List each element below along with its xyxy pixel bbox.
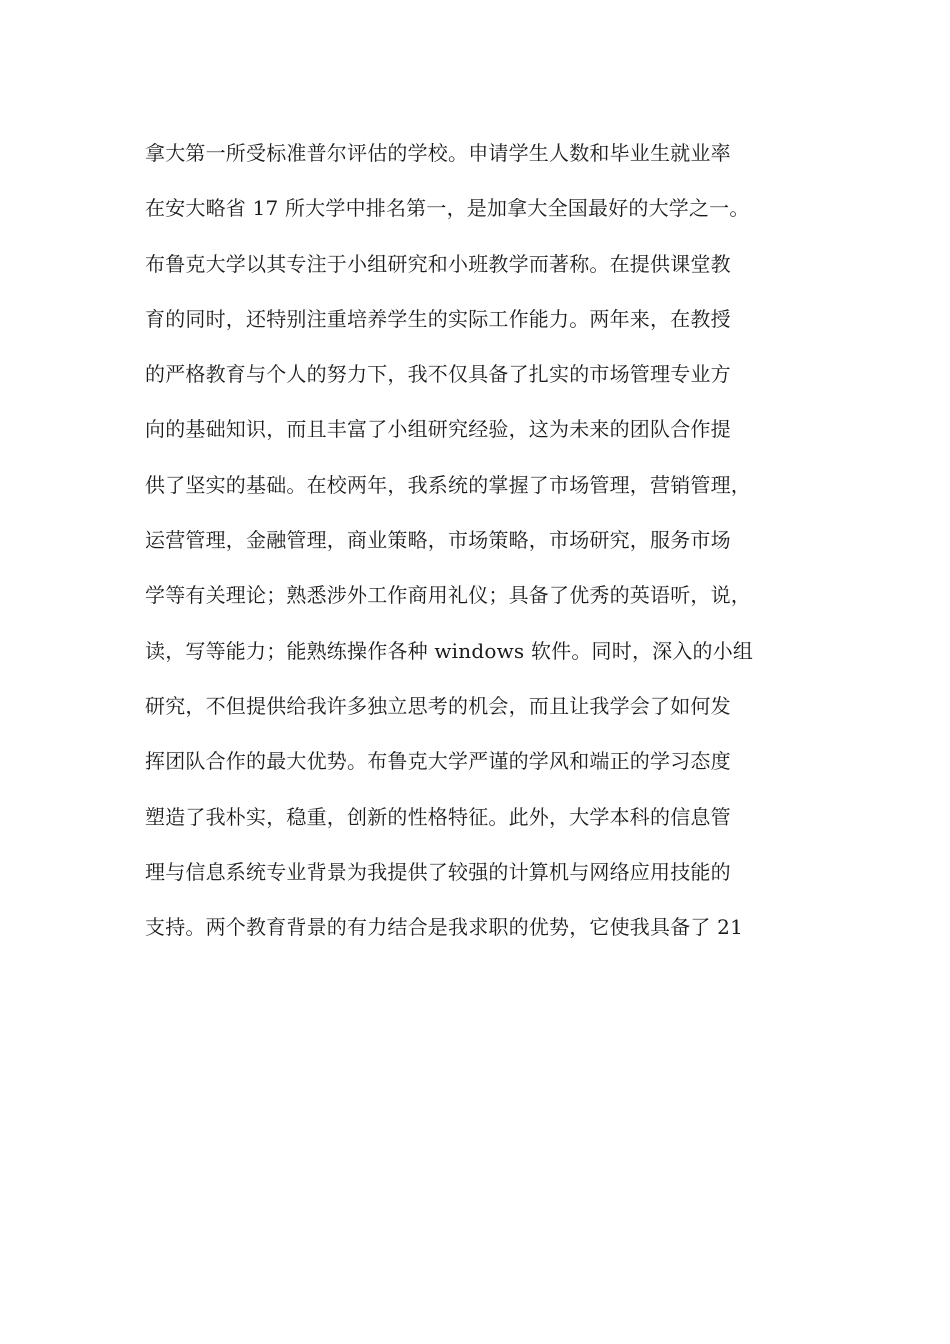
text-line: 挥团队合作的最大优势。布鲁克大学严谨的学风和端正的学习态度 [145,749,731,774]
text-line: 研究，不但提供给我许多独立思考的机会，而且让我学会了如何发 [145,693,731,718]
body-text [145,126,825,955]
text-line: 布鲁克大学以其专注于小组研究和小班教学而著称。在提供课堂教 [145,251,731,276]
text-line: 的严格教育与个人的努力下，我不仅具备了扎实的市场管理专业方 [145,362,731,387]
text-line: 供了坚实的基础。在校两年，我系统的掌握了市场管理，营销管理， [145,472,751,497]
text-line: 塑造了我朴实，稳重，创新的性格特征。此外，大学本科的信息管 [145,804,731,829]
text-line: 在安大略省 17 所大学中排名第一，是加拿大全国最好的大学之一。 [145,196,750,221]
text-line: 读，写等能力；能熟练操作各种 windows 软件。同时，深入的小组 [145,638,754,663]
text-line: 向的基础知识，而且丰富了小组研究经验，这为未来的团队合作提 [145,417,731,442]
text-line: 育的同时，还特别注重培养学生的实际工作能力。两年来，在教授 [145,306,731,331]
text-line: 支持。两个教育背景的有力结合是我求职的优势，它使我具备了 21 [145,915,744,940]
text-line: 理与信息系统专业背景为我提供了较强的计算机与网络应用技能的 [145,859,731,884]
text-line: 运营管理，金融管理，商业策略，市场策略，市场研究，服务市场 [145,528,731,553]
text-line: 拿大第一所受标准普尔评估的学校。申请学生人数和毕业生就业率 [145,141,731,165]
text-line: 学等有关理论；熟悉涉外工作商用礼仪；具备了优秀的英语听，说， [145,583,751,608]
